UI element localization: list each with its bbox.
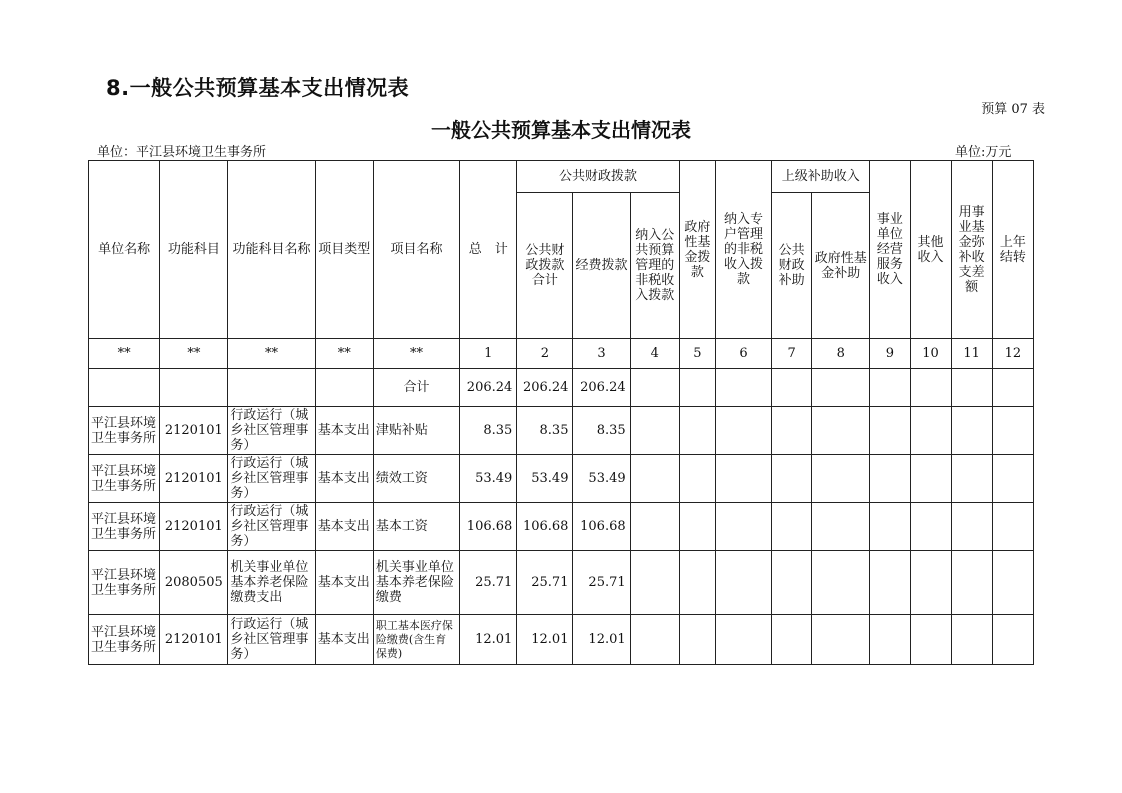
cell-unit: 平江县环境卫生事务所 [89, 407, 160, 455]
cell-unit: 平江县环境卫生事务所 [89, 455, 160, 503]
table-row [89, 615, 1034, 665]
budget-table [88, 160, 1034, 665]
cell-public-total: 12.01 [517, 615, 573, 665]
header-gov-fund: 政府性基金拨款 [679, 161, 715, 339]
cell-func: 行政运行（城乡社区管理事务） [228, 615, 315, 665]
cell-total: 106.68 [460, 503, 517, 551]
index-cell: 1 [460, 339, 517, 369]
cell-total: 8.35 [460, 407, 517, 455]
cell-code: 2120101 [160, 503, 228, 551]
index-cell: 5 [679, 339, 715, 369]
total-label: 合计 [373, 369, 459, 407]
cell-code: 2120101 [160, 407, 228, 455]
index-cell: ** [373, 339, 459, 369]
cell-funding: 106.68 [573, 503, 630, 551]
page-title: 一般公共预算基本支出情况表 [431, 118, 691, 142]
cell-code: 2120101 [160, 455, 228, 503]
header-nontax-budget: 纳入公共预算管理的非税收入拨款 [630, 193, 679, 339]
index-cell: ** [160, 339, 228, 369]
header-public-fiscal: 公共财政拨款 [517, 161, 679, 193]
index-cell: ** [89, 339, 160, 369]
header-superior-subsidy: 上级补助收入 [772, 161, 870, 193]
index-cell: ** [228, 339, 315, 369]
cell-func: 行政运行（城乡社区管理事务） [228, 407, 315, 455]
header-total: 总 计 [460, 161, 517, 339]
header-func-code: 功能科目 [160, 161, 228, 339]
cell-funding: 53.49 [573, 455, 630, 503]
cell-unit: 平江县环境卫生事务所 [89, 551, 160, 615]
header-nontax-special: 纳入专户管理的非税收入拨款 [715, 161, 771, 339]
index-cell: 11 [951, 339, 992, 369]
section-title: 8.一般公共预算基本支出情况表 [106, 76, 410, 100]
index-cell: 9 [870, 339, 910, 369]
header-gov-fund-subsidy: 政府性基金补助 [812, 193, 870, 339]
header-public-fiscal-subsidy: 公共财政补助 [772, 193, 812, 339]
table-row [89, 407, 1034, 455]
cell-type: 基本支出 [315, 455, 373, 503]
index-cell: ** [315, 339, 373, 369]
total-public-fiscal: 206.24 [517, 369, 573, 407]
cell-name: 津贴补贴 [373, 407, 459, 455]
cell-code: 2080505 [160, 551, 228, 615]
index-cell: 10 [910, 339, 951, 369]
cell-public-total: 8.35 [517, 407, 573, 455]
cell-total: 25.71 [460, 551, 517, 615]
table-row [89, 455, 1034, 503]
cell-func: 行政运行（城乡社区管理事务） [228, 455, 315, 503]
header-func-name: 功能科目名称 [228, 161, 315, 339]
cell-total: 12.01 [460, 615, 517, 665]
cell-name: 基本工资 [373, 503, 459, 551]
header-proj-type: 项目类型 [315, 161, 373, 339]
index-cell: 2 [517, 339, 573, 369]
index-cell: 8 [812, 339, 870, 369]
header-public-fiscal-total: 公共财政拨款合计 [517, 193, 573, 339]
cell-type: 基本支出 [315, 503, 373, 551]
cell-total: 53.49 [460, 455, 517, 503]
cell-code: 2120101 [160, 615, 228, 665]
table-row [89, 503, 1034, 551]
cell-type: 基本支出 [315, 407, 373, 455]
total-funding: 206.24 [573, 369, 630, 407]
unit-org: 单位：平江县环境卫生事务所 [97, 145, 267, 160]
cell-unit: 平江县环境卫生事务所 [89, 615, 160, 665]
index-cell: 6 [715, 339, 771, 369]
unit-money: 单位:万元 [955, 145, 1012, 160]
header-carryover: 上年结转 [992, 161, 1033, 339]
cell-name: 机关事业单位基本养老保险缴费 [373, 551, 459, 615]
header-business-income: 事业单位经营服务收入 [870, 161, 910, 339]
cell-public-total: 25.71 [517, 551, 573, 615]
cell-public-total: 53.49 [517, 455, 573, 503]
cell-name: 职工基本医疗保险缴费(含生育保费) [373, 615, 459, 665]
form-number: 预算 07 表 [981, 102, 1045, 117]
index-cell: 12 [992, 339, 1033, 369]
header-fund-offset: 用事业基金弥补收支差额 [951, 161, 992, 339]
total-value: 206.24 [460, 369, 517, 407]
cell-funding: 12.01 [573, 615, 630, 665]
index-cell: 3 [573, 339, 630, 369]
table-row [89, 551, 1034, 615]
cell-name: 绩效工资 [373, 455, 459, 503]
cell-public-total: 106.68 [517, 503, 573, 551]
cell-funding: 25.71 [573, 551, 630, 615]
cell-func: 机关事业单位基本养老保险缴费支出 [228, 551, 315, 615]
total-row [89, 369, 1034, 407]
cell-funding: 8.35 [573, 407, 630, 455]
index-cell: 4 [630, 339, 679, 369]
header-unit-name: 单位名称 [89, 161, 160, 339]
index-cell: 7 [772, 339, 812, 369]
cell-type: 基本支出 [315, 551, 373, 615]
cell-func: 行政运行（城乡社区管理事务） [228, 503, 315, 551]
header-other-income: 其他收入 [910, 161, 951, 339]
header-funding: 经费拨款 [573, 193, 630, 339]
index-row [89, 339, 1034, 369]
header-proj-name: 项目名称 [373, 161, 459, 339]
cell-unit: 平江县环境卫生事务所 [89, 503, 160, 551]
cell-type: 基本支出 [315, 615, 373, 665]
